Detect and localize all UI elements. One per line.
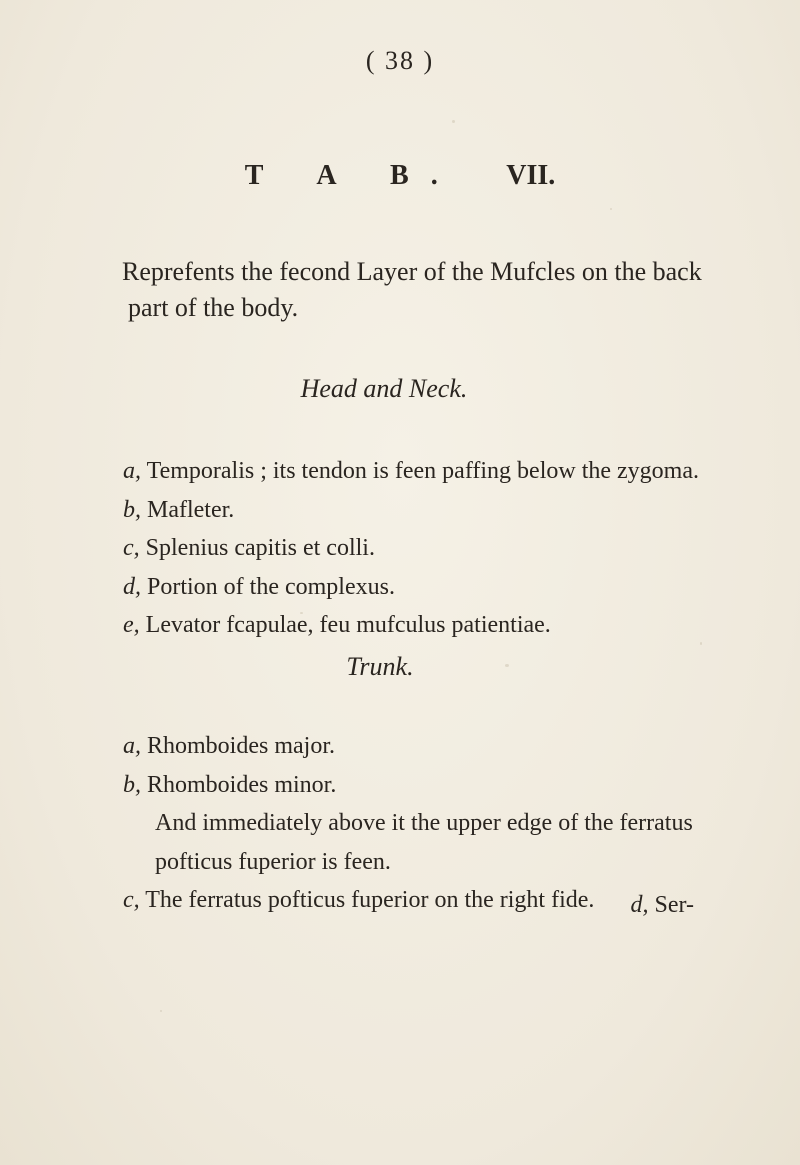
section-heading-head-neck: Head and Neck. [300,374,468,403]
item-text: Temporalis ; its tendon is feen paffing below the zygoma. [146,458,699,484]
list-item [123,529,783,568]
list-item [123,727,783,766]
item-letter: d, [123,573,141,600]
list-item [123,766,783,882]
catchword-text: Ser- [654,892,694,918]
item-text: Rhomboides minor. [147,771,337,798]
item-letter: c, [123,535,140,561]
item-letter: b, [123,496,141,523]
paper-speck [700,642,702,645]
plate-description-line-2: part of the body. [128,293,299,322]
paper-speck [160,1010,162,1012]
plate-title-number: VII. [506,160,556,191]
plate-description [122,254,762,326]
list-item [123,491,783,530]
item-text: Mafleter. [147,496,235,523]
plate-title-tab: T A B. [244,160,460,191]
item-letter: b, [123,771,141,798]
paper-speck [300,612,303,614]
item-continuation-line-2: pofticus fuperior is feen. [155,848,391,875]
paper-speck [505,664,509,667]
item-text: Splenius capitis et colli. [145,535,375,561]
catchword-letter: d, [630,892,649,918]
item-letter: a, [123,458,141,484]
section-heading-trunk: Trunk. [346,652,414,681]
item-text: Levator fcapulae, feu mufculus patientiae. [145,612,551,638]
item-letter: c, [123,887,140,913]
list-item [123,606,783,645]
item-letter: a, [123,733,141,759]
catchword [630,892,694,919]
item-text: Portion of the complexus. [147,573,395,600]
item-text: Rhomboides major. [147,733,335,759]
plate-title [0,160,800,192]
page-number: ( 38 ) [365,46,435,75]
item-letter: e, [123,612,140,638]
head-neck-muscle-list [123,452,783,645]
list-item [123,568,783,607]
item-continuation-line-1: And immediately above it the upper edge of the ferratus [155,810,693,836]
trunk-muscle-list [123,727,783,920]
plate-description-line-1: Reprefents the fecond Layer of the Mufcles on the back [122,257,702,286]
list-item [123,452,783,491]
paper-speck [610,208,612,210]
paper-speck [452,120,455,123]
item-text: The ferratus pofticus fuperior on the right fide. [145,887,595,913]
